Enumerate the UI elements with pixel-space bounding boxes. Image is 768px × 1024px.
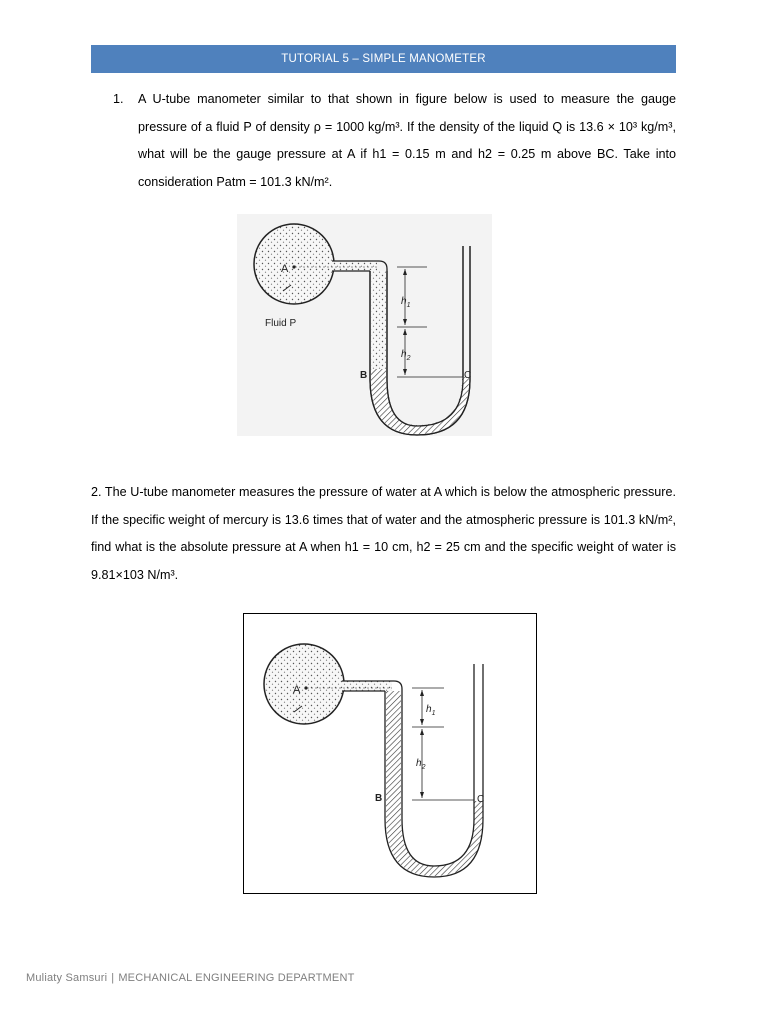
u-tube: [379, 246, 463, 426]
label-h1: $h_1$: [401, 296, 411, 309]
label-fluid-p: Fluid P: [265, 318, 297, 329]
manometer-figure-2: [243, 613, 537, 894]
label-a: A: [281, 263, 289, 275]
label-a: A: [293, 684, 301, 696]
label-h1: $h_1$: [426, 704, 436, 717]
u-tube: [394, 664, 474, 866]
manometer-diagram-2: [244, 614, 535, 892]
footer-author: Muliaty Samsuri: [26, 972, 108, 984]
label-c: C: [464, 370, 472, 381]
manometer-figure-1: [237, 214, 492, 436]
page-title: TUTORIAL 5 – SIMPLE MANOMETER: [91, 45, 676, 73]
question-1-text: A U-tube manometer similar to that shown in figure below is used to measure the gauge pressure of a fluid P of density ρ = 1000 kg/m³. If the density of the liquid Q is 13.6 × 10³ kg/m³, what will be the gauge pressure at A if h1 = 0.15 m and h2 = 0.25 m above BC. Take into consideration Patm = 101.3 kN/m².: [138, 92, 676, 189]
question-2-text: 2. The U-tube manometer measures the pressure of water at A which is below the atmospheric pressure. If the specific weight of mercury is 13.6 times that of water and the atmospheric pressure is 101.3 kN/m², find what is the absolute pressure at A when h1 = 10 cm, h2 = 25 cm and the specific weight of water is 9.81×103 N/m³.: [91, 485, 676, 582]
label-h2: $h_2$: [401, 349, 411, 362]
question-1-number: 1.: [113, 92, 124, 106]
connecting-pipe: [332, 261, 377, 271]
footer-department: MECHANICAL ENGINEERING DEPARTMENT: [118, 972, 355, 984]
footer-separator: |: [111, 972, 115, 984]
label-b: B: [360, 370, 368, 381]
manometer-diagram-1: [237, 214, 492, 436]
label-h2: $h_2$: [416, 758, 426, 771]
label-b: B: [375, 793, 383, 804]
page-footer: [26, 972, 355, 984]
vessel: [254, 224, 334, 304]
vessel: [264, 644, 344, 724]
label-c: C: [477, 794, 485, 805]
